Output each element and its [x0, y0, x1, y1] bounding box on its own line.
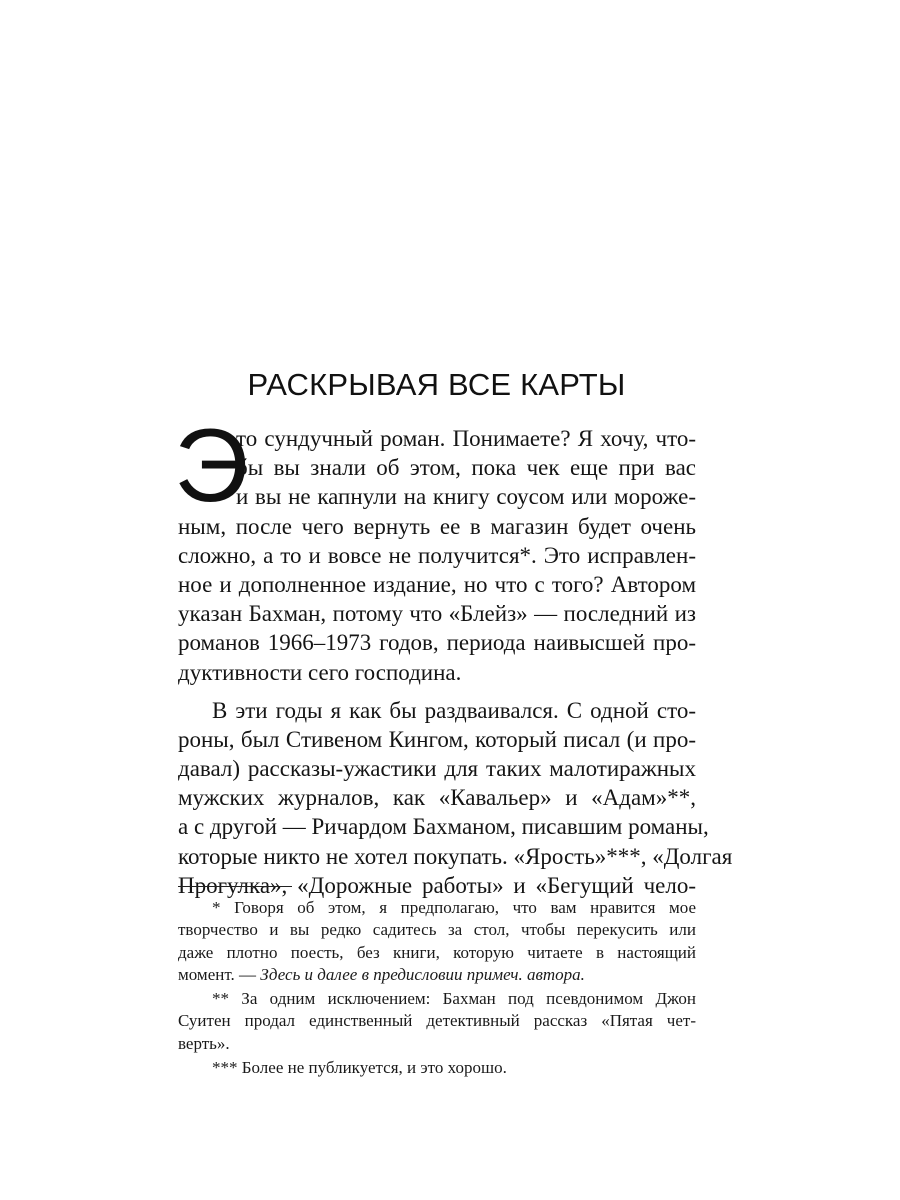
footnote-line: верть».: [178, 1033, 230, 1053]
text-line: указан Бахман, потому что «Блейз» — последний из: [178, 601, 696, 627]
footnote-line: *** Более не публикуется, и это хорошо.: [212, 1058, 507, 1078]
footnote-line: [178, 964, 696, 986]
text-line: сложно, а то и вовсе не получится*. Это исправлен-: [178, 542, 696, 568]
text-line: дуктивности сего господина.: [178, 659, 462, 685]
footnote-2: [178, 988, 696, 1055]
footnotes: [178, 897, 696, 1079]
text-line: бы вы знали об этом, пока чек еще при вас: [236, 455, 696, 481]
text-line: мужских журналов, как «Кавальер» и «Адам»**,: [178, 785, 696, 811]
footnote-line: Суитен продал единственный детективный рассказ «Пятая чет-: [178, 1011, 696, 1031]
footnote-line: даже плотно поесть, без книги, которую читаете в настоящий: [178, 942, 696, 962]
text-line: которые никто не хотел покупать. «Ярость»***, «Долгая: [178, 843, 733, 869]
main-text: [174, 408, 733, 900]
footnote-3: [178, 1057, 696, 1079]
footnote-italic-text: Здесь и далее в предисловии примеч. автора.: [260, 964, 585, 984]
paragraph-1: [174, 408, 696, 687]
footnote-1: [178, 897, 696, 986]
text-line: ное и дополненное издание, но что с того? Автором: [178, 571, 696, 597]
text-line: Прогулка», «Дорожные работы» и «Бегущий чело-: [178, 872, 696, 898]
footnote-text: момент. —: [178, 964, 261, 984]
paragraph-2: [178, 696, 733, 900]
drop-cap: Э: [174, 408, 249, 524]
text-line: ным, после чего вернуть ее в магазин будет очень: [178, 513, 696, 539]
text-line: давал) рассказы-ужастики для таких малотиражных: [178, 756, 696, 782]
text-line: романов 1966–1973 годов, периода наивысшей про-: [178, 630, 696, 656]
footnote-line: * Говоря об этом, я предполагаю, что вам нравится мое: [212, 898, 696, 917]
text-line: и вы не капнули на книгу соусом или мороже-: [236, 484, 696, 510]
text-line: В эти годы я как бы раздваивался. С одной сто-: [212, 697, 696, 723]
chapter-title: РАСКРЫВАЯ ВСЕ КАРТЫ: [247, 367, 626, 402]
text-line: то сундучный роман. Понимаете? Я хочу, что-: [236, 426, 696, 451]
text-line: роны, был Стивеном Кингом, который писал (и про-: [178, 726, 696, 752]
text-line: а с другой — Ричардом Бахманом, писавшим романы,: [178, 814, 709, 840]
footnote-separator: [178, 886, 292, 887]
footnote-line: ** За одним исключением: Бахман под псевдонимом Джон: [212, 989, 696, 1009]
footnote-line: творчество и вы редко садитесь за стол, чтобы перекусить или: [178, 920, 696, 940]
